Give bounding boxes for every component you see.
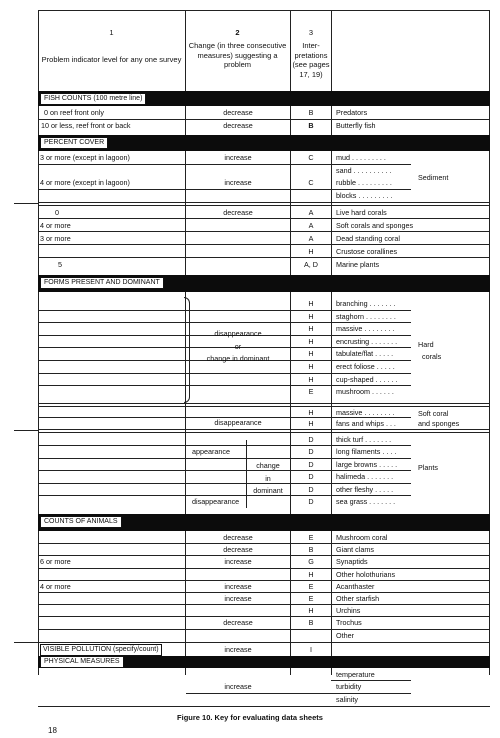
col1-header — [40, 28, 183, 65]
row-interp: massive . . . . . . . . — [336, 324, 395, 334]
row-interp: large browns . . . . . — [336, 459, 398, 469]
hard-group-label — [418, 339, 441, 363]
row-interp: massive . . . . . . . . — [336, 408, 395, 417]
row-change: increase — [224, 581, 252, 591]
section-band-animals — [38, 514, 490, 531]
row-rule — [38, 616, 490, 617]
row-code: H — [308, 349, 314, 359]
row-code: G — [308, 557, 314, 567]
figure-caption: Figure 10. Key for evaluating data sheets — [177, 713, 323, 722]
col3-header — [291, 28, 331, 79]
row-code: D — [308, 484, 314, 494]
row-rule — [186, 693, 411, 694]
row-interp: halimeda . . . . . . . — [336, 472, 394, 482]
row-code: H — [308, 419, 314, 428]
row-rule — [38, 580, 490, 581]
cover-ben-level-1: 4 or more — [40, 221, 71, 230]
row-code: D — [308, 459, 314, 469]
row-interp: erect foliose . . . . . — [336, 362, 395, 371]
pollution-code: I — [310, 645, 312, 654]
row-rule — [38, 592, 490, 593]
row-rule — [38, 629, 490, 630]
row-rule — [38, 218, 490, 219]
fish-interp-0: Predators — [336, 108, 368, 117]
section-title-cover: PERCENT COVER — [40, 137, 108, 149]
row-interp: Other starfish — [336, 594, 380, 603]
cover-ben-level-4: 5 — [58, 260, 62, 269]
table-right-rule — [489, 10, 490, 675]
row-code: B — [308, 618, 314, 628]
cover-ben-code-1: A — [308, 221, 314, 230]
row-interp: Trochus — [336, 618, 362, 628]
cover-ben-interp-2: Dead standing coral — [336, 234, 400, 243]
row-interp: cup-shaped . . . . . . — [336, 374, 398, 384]
row-code: E — [308, 581, 314, 591]
hard-change-text — [190, 328, 286, 366]
fish-code-0: B — [308, 108, 314, 117]
row-code: H — [308, 569, 314, 579]
margin-tick — [14, 642, 38, 643]
col1-number: 1 — [109, 28, 114, 37]
row-rule — [38, 205, 490, 206]
row-interp: staghorn . . . . . . . . — [336, 311, 396, 321]
cover-sed-level-0: 3 or more (except in lagoon) — [40, 153, 130, 162]
row-level: 4 or more — [40, 581, 71, 591]
row-code: H — [308, 408, 314, 417]
pollution-change: increase — [224, 645, 252, 654]
plant-bracket-rule — [246, 440, 247, 508]
row-interp: tabulate/flat . . . . . — [336, 349, 394, 359]
hard-group-line-1: corals — [422, 352, 442, 361]
row-interp: branching . . . . . . . — [336, 299, 396, 308]
phys-change-1: increase — [224, 682, 252, 691]
soft-group-line-0: Soft coral — [418, 409, 449, 418]
cover-sed-code-2: C — [308, 178, 314, 187]
row-code: E — [308, 533, 314, 542]
sediment-group-label: Sediment — [418, 173, 449, 182]
section-band-physical — [38, 656, 490, 668]
row-code: E — [308, 594, 314, 603]
cover-sed-change-2: increase — [224, 178, 252, 187]
plant-group-label: Plants — [418, 463, 438, 472]
cover-ben-level-2: 3 or more — [40, 234, 71, 243]
row-rule — [38, 429, 490, 430]
section-title-physical: PHYSICAL MEASURES — [40, 656, 124, 668]
row-rule — [38, 555, 490, 556]
row-rule — [38, 189, 411, 190]
row-rule — [38, 406, 490, 407]
row-interp: fans and whips . . . — [336, 419, 396, 428]
row-interp: Acanthaster — [336, 581, 375, 591]
row-rule — [38, 568, 490, 569]
cover-ben-interp-1: Soft corals and sponges — [336, 221, 414, 230]
row-rule — [38, 495, 411, 496]
page-number: 18 — [48, 726, 57, 735]
soft-group-label — [418, 409, 459, 429]
row-change: decrease — [223, 545, 253, 555]
section-band-forms — [38, 275, 490, 292]
row-rule — [38, 385, 411, 386]
hard-change-line-1: or — [234, 341, 242, 351]
hard-change-line-0: disappearance — [214, 329, 262, 338]
cover-ben-level-0: 0 — [55, 208, 59, 217]
row-code: H — [308, 362, 314, 371]
row-code: B — [308, 545, 314, 555]
fish-change-1: decrease — [223, 121, 253, 130]
row-change: increase — [224, 557, 252, 567]
row-rule — [38, 470, 411, 471]
cover-ben-code-4: A, D — [304, 260, 318, 269]
cover-ben-interp-4: Marine plants — [336, 260, 380, 269]
col2-label: Change (in three consecutive measures) suggesting a problem — [188, 41, 287, 70]
margin-tick — [14, 203, 38, 204]
row-rule — [38, 310, 411, 311]
row-rule — [38, 483, 411, 484]
row-rule — [331, 680, 411, 681]
fish-code-1: B — [308, 121, 314, 130]
plant-change-line-1: in — [265, 473, 271, 483]
row-code: H — [308, 299, 314, 308]
section-title-animals: COUNTS OF ANIMALS — [40, 516, 122, 528]
row-code: E — [308, 387, 314, 397]
row-rule — [38, 604, 490, 605]
cover-sed-interp-3: blocks . . . . . . . . . — [336, 191, 393, 200]
row-code: D — [308, 497, 314, 506]
cover-sed-level-2: 4 or more (except in lagoon) — [40, 178, 130, 187]
cover-ben-code-2: A — [308, 234, 314, 243]
row-rule — [38, 432, 490, 433]
row-rule — [38, 322, 411, 323]
col1-label: Problem indicator level for any one survey — [41, 55, 182, 65]
row-rule — [38, 244, 490, 245]
row-rule — [38, 231, 490, 232]
fish-level-1: 10 or less, reef front or back — [41, 121, 131, 130]
phys-interp-1: turbidity — [336, 682, 362, 691]
table-left-rule — [38, 10, 39, 675]
cover-sed-interp-0: mud . . . . . . . . . — [336, 153, 386, 162]
row-interp: other fleshy . . . . . — [336, 484, 394, 494]
hard-change-line-2: change in dominant — [206, 354, 270, 363]
cover-sed-interp-1: sand . . . . . . . . . . — [336, 166, 392, 175]
fish-change-0: decrease — [223, 108, 253, 117]
cover-ben-change-0: decrease — [223, 208, 253, 217]
col3-number: 3 — [308, 28, 314, 37]
cover-ben-code-3: H — [308, 247, 314, 256]
table-top-rule — [38, 10, 490, 11]
plant-change-middle — [248, 460, 288, 498]
cover-ben-interp-0: Live hard corals — [336, 208, 387, 217]
fish-level-0: 0 on reef front only — [44, 108, 104, 117]
col3-label: Inter- pretations (see pages 17, 19) — [292, 41, 330, 79]
row-code: D — [308, 447, 314, 457]
cover-sed-change-0: increase — [224, 153, 252, 162]
col2-number: 2 — [235, 28, 240, 37]
row-change: decrease — [223, 618, 253, 628]
row-interp: encrusting . . . . . . . — [336, 336, 398, 346]
row-code: H — [308, 374, 314, 384]
row-code: H — [308, 324, 314, 334]
row-rule — [38, 642, 490, 643]
cover-sed-code-0: C — [308, 153, 314, 162]
soft-change-text: disappearance — [214, 418, 262, 427]
margin-tick — [14, 430, 38, 431]
row-rule — [38, 543, 490, 544]
row-change: increase — [224, 594, 252, 603]
row-code: D — [308, 472, 314, 482]
phys-interp-0: temperature — [336, 670, 375, 679]
soft-group-line-1: and sponges — [418, 419, 460, 428]
row-interp: Giant clams — [336, 545, 374, 555]
row-rule — [38, 373, 411, 374]
section-title-forms: FORMS PRESENT AND DOMINANT — [40, 277, 164, 289]
hard-group-line-0: Hard — [418, 340, 434, 349]
row-rule — [38, 458, 411, 459]
cover-ben-code-0: A — [308, 208, 314, 217]
row-interp: sea grass . . . . . . . — [336, 497, 396, 506]
row-interp: Other — [336, 630, 354, 640]
row-rule — [38, 257, 490, 258]
pollution-label: VISIBLE POLLUTION (specify/count) — [40, 644, 162, 656]
row-interp: thick turf . . . . . . . — [336, 435, 392, 444]
cover-ben-interp-3: Crustose corallines — [336, 247, 398, 256]
section-title-fish: FISH COUNTS (100 metre line) — [40, 93, 146, 105]
col-rule-3 — [331, 10, 332, 675]
col2-header — [187, 28, 288, 70]
row-rule — [38, 403, 490, 404]
section-band-cover — [38, 135, 490, 151]
row-code: D — [308, 435, 314, 444]
row-code: H — [308, 336, 314, 346]
row-interp: Urchins — [336, 606, 361, 616]
plant-change-line-0: change — [256, 461, 280, 470]
row-interp: long filaments . . . . — [336, 447, 397, 457]
phys-interp-2: salinity — [336, 695, 358, 704]
plant-change-appearance: appearance — [192, 447, 230, 456]
row-interp: Other holothurians — [336, 569, 396, 579]
row-level: 6 or more — [40, 557, 71, 567]
plant-change-disappearance: disappearance — [192, 497, 240, 506]
section-band-fish — [38, 91, 490, 106]
row-interp: Mushroom coral — [336, 533, 388, 542]
plant-change-line-2: dominant — [253, 486, 283, 495]
row-interp: mushroom . . . . . . — [336, 387, 394, 397]
cover-sed-interp-2: rubble . . . . . . . . . — [336, 178, 392, 187]
row-rule — [38, 202, 490, 203]
row-change: decrease — [223, 533, 253, 542]
fish-interp-1: Butterfly fish — [336, 121, 376, 130]
row-rule — [38, 119, 490, 120]
row-code: H — [308, 311, 314, 321]
hard-brace — [184, 297, 190, 403]
row-code: H — [308, 606, 314, 616]
row-interp: Synaptids — [336, 557, 368, 567]
table-bottom-rule — [38, 706, 490, 707]
row-rule — [38, 164, 411, 165]
